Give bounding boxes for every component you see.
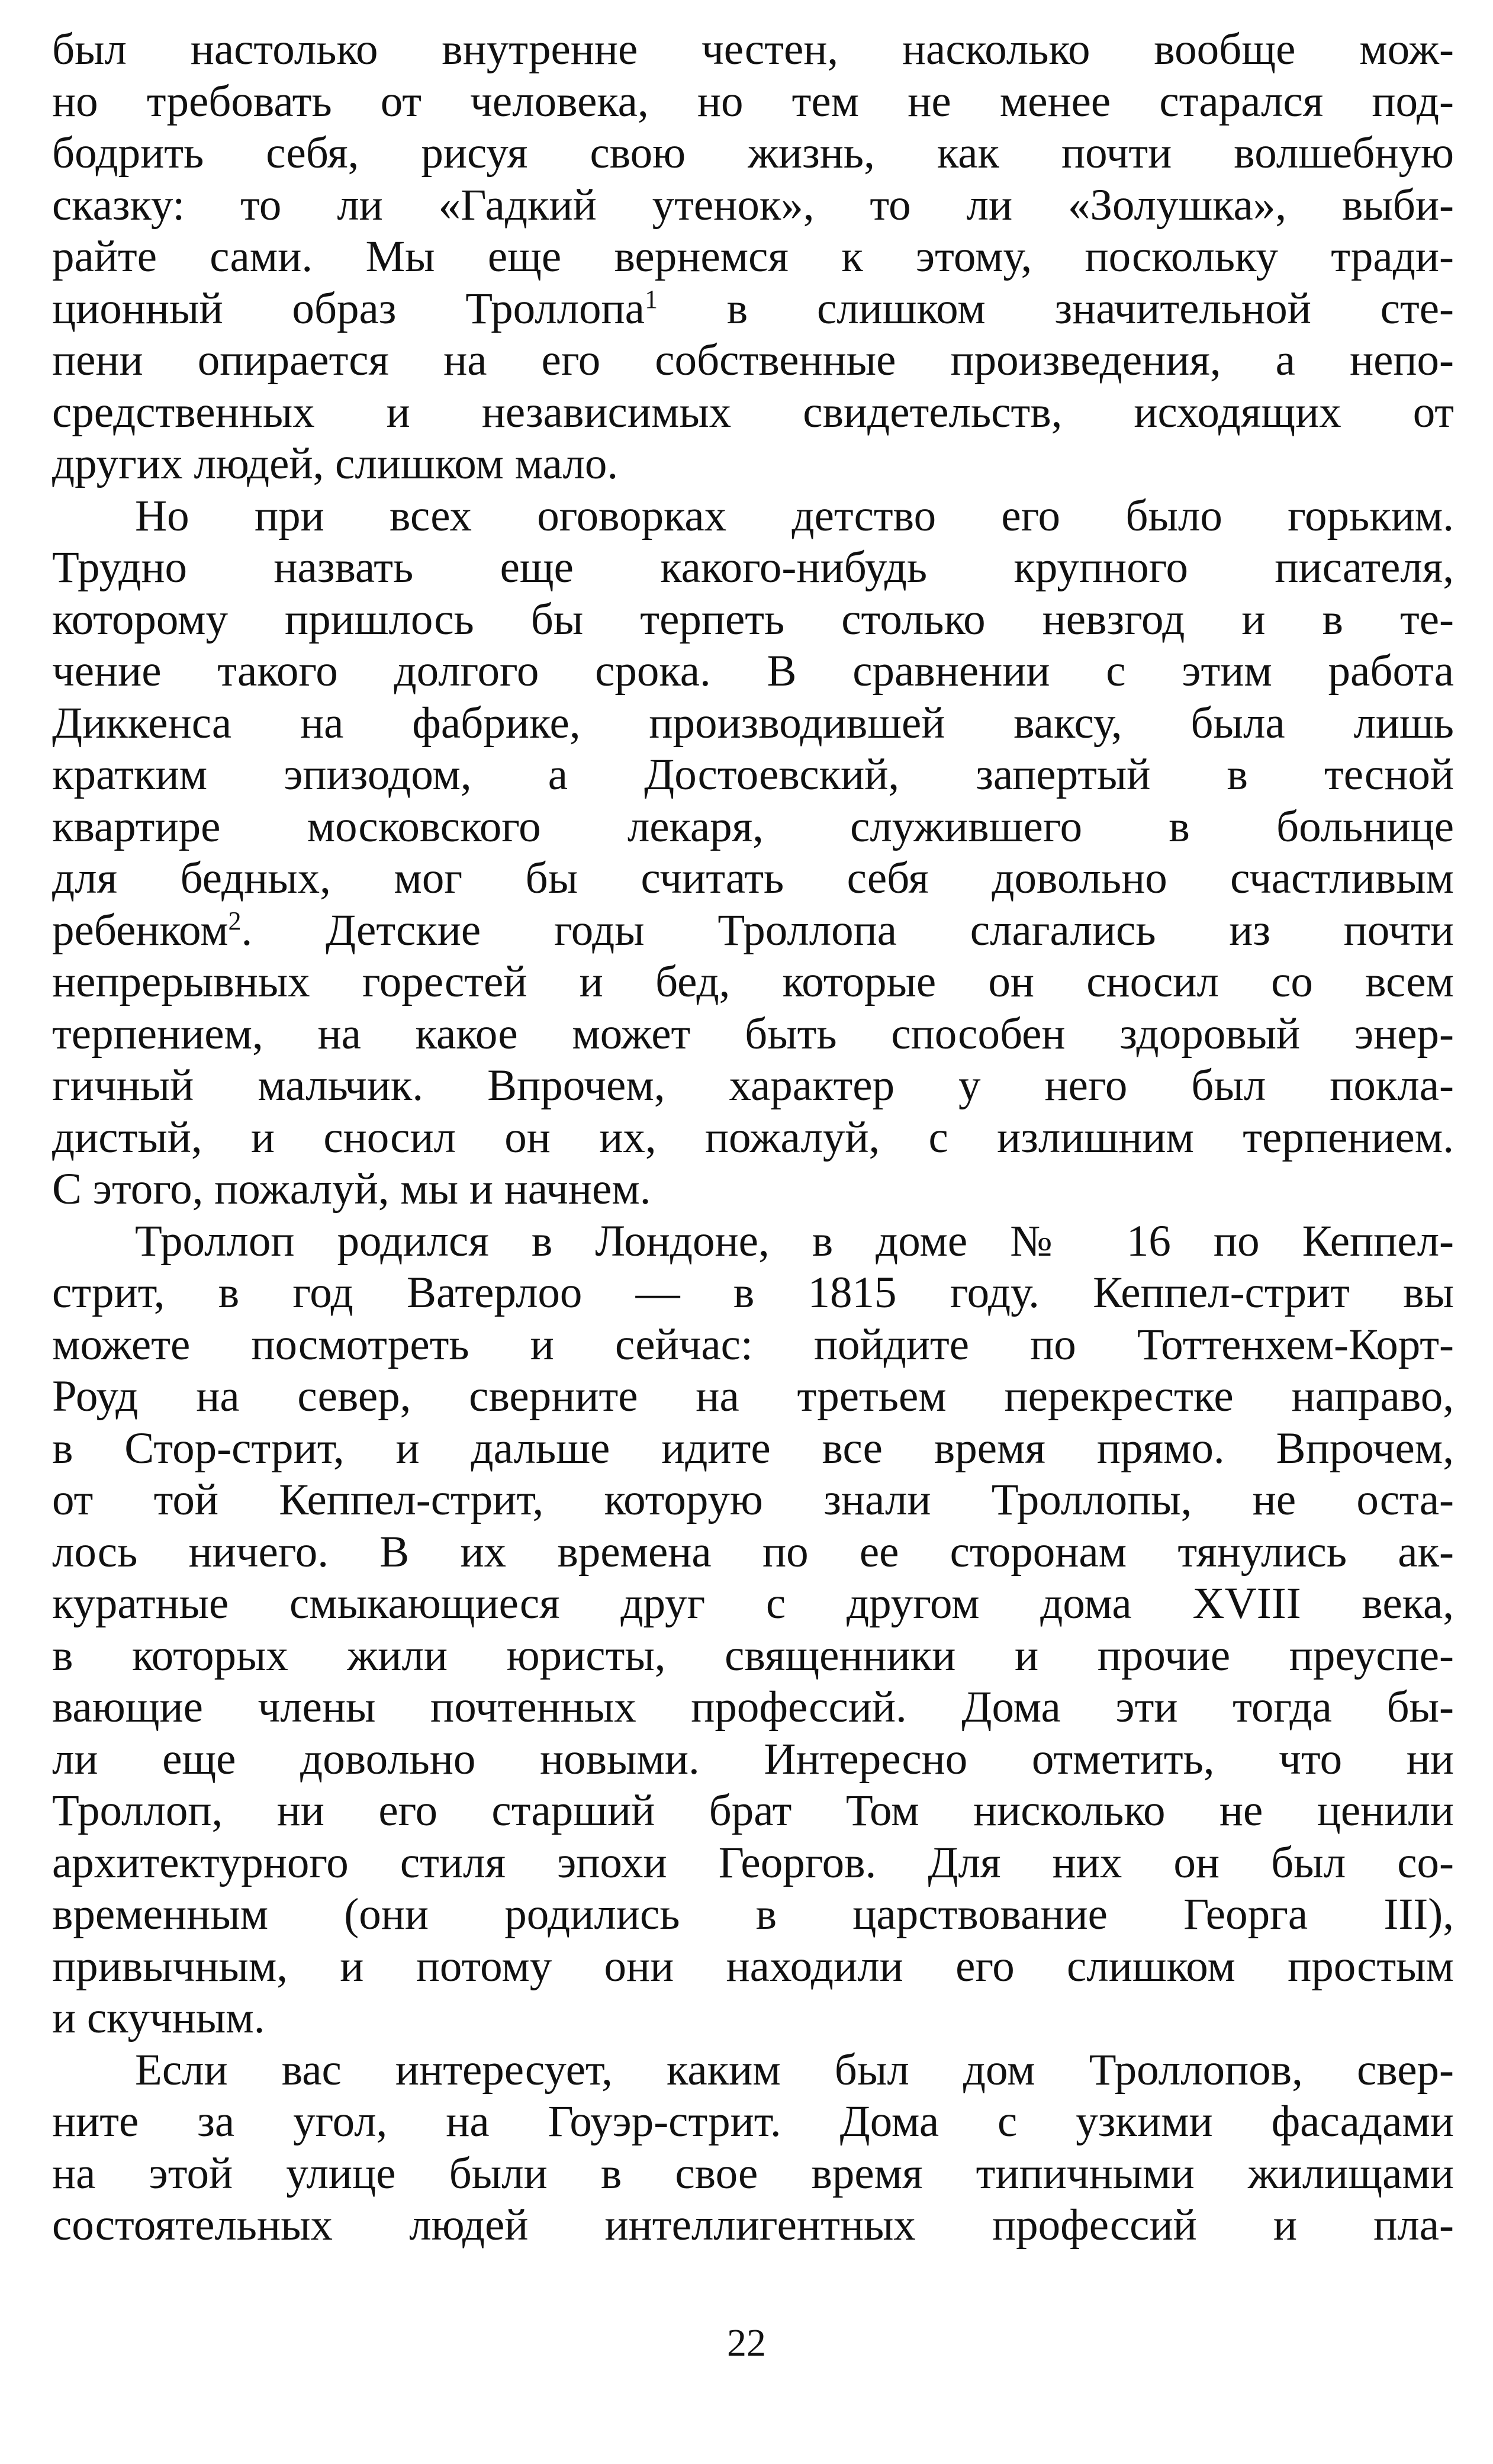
text-line: в которых жили юристы, священники и прочие преуспе- <box>52 1630 1454 1680</box>
text-line: райте сами. Мы еще вернемся к этому, поскольку тради- <box>52 232 1454 281</box>
text-line: был настолько внутренне честен, насколько вообще мож- <box>52 25 1454 74</box>
page-number: 22 <box>727 2321 766 2365</box>
text-line: дистый, и сносил он их, пожалуй, с излишним терпением. <box>52 1112 1454 1162</box>
text-line: бодрить себя, рисуя свою жизнь, как почти волшебную <box>52 128 1454 178</box>
paragraph-4 <box>52 2044 1454 2251</box>
text-line: стрит, в год Ватерлоо — в 1815 году. Кеппел-стрит вы <box>52 1268 1454 1317</box>
text-line: привычным, и потому они находили его слишком простым <box>52 1941 1454 1991</box>
footnote-marker: 2 <box>228 906 242 935</box>
text-line: средственных и независимых свидетельств, исходящих от <box>52 387 1454 437</box>
text-line: непрерывных горестей и бед, которые он сносил со всем <box>52 957 1454 1006</box>
text-line: ционный образ Троллопа$^1$ в слишком значительной сте- <box>52 284 1454 333</box>
text-line: пени опирается на его собственные произведения, а непо- <box>52 336 1454 385</box>
text-line: в Стор-стрит, и дальше идите все время прямо. Впрочем, <box>52 1423 1454 1473</box>
text-line: на этой улице были в свое время типичными жилищами <box>52 2148 1454 2198</box>
text-line: лось ничего. В их времена по ее сторонам тянулись ак- <box>52 1527 1454 1577</box>
text-line: ните за угол, на Гоуэр-стрит. Дома с узкими фасадами <box>52 2097 1454 2146</box>
page-body <box>52 24 1454 2251</box>
text-line: Если вас интересует, каким был дом Троллопов, свер- <box>135 2045 1454 2095</box>
text-line: кратким эпизодом, а Достоевский, запертый в тесной <box>52 750 1454 799</box>
text-line: архитектурного стиля эпохи Георгов. Для них он был со- <box>52 1838 1454 1887</box>
text-line: гичный мальчик. Впрочем, характер у него был покла- <box>52 1061 1454 1110</box>
text-line: Роуд на север, сверните на третьем перекрестке направо, <box>52 1372 1454 1421</box>
text-line: квартире московского лекаря, служившего в больнице <box>52 802 1454 851</box>
text-line: но требовать от человека, но тем не менее старался под- <box>52 76 1454 126</box>
text-line: для бедных, мог бы считать себя довольно счастливым <box>52 854 1454 903</box>
footnote-marker: 1 <box>644 284 658 314</box>
text-line: куратные смыкающиеся друг с другом дома XVIII века, <box>52 1579 1454 1628</box>
text-line: которому пришлось бы терпеть столько невзгод и в те- <box>52 594 1454 644</box>
text-line: ребенком$^2$. Детские годы Троллопа слагались из почти <box>52 905 1454 955</box>
text-line: терпением, на какое может быть способен здоровый энер- <box>52 1009 1454 1059</box>
paragraph-1 <box>52 24 1454 490</box>
paragraph-3 <box>52 1215 1454 2044</box>
text-line: Но при всех оговорках детство его было горьким. <box>135 491 1454 541</box>
text-line: других людей, слишком мало. <box>52 439 619 488</box>
text-line: можете посмотреть и сейчас: пойдите по Тоттенхем-Корт- <box>52 1320 1454 1369</box>
text-line: и скучным. <box>52 1993 265 2042</box>
text-line: чение такого долгого срока. В сравнении с этим работа <box>52 646 1454 696</box>
paragraph-2 <box>52 490 1454 1215</box>
text-line: Троллоп, ни его старший брат Том нисколько не ценили <box>52 1786 1454 1835</box>
text-line: сказку: то ли «Гадкий утенок», то ли «Золушка», выби- <box>52 180 1454 230</box>
text-line: состоятельных людей интеллигентных профессий и пла- <box>52 2201 1454 2250</box>
text-line: Диккенса на фабрике, производившей ваксу, была лишь <box>52 698 1454 748</box>
text-line: временным (они родились в царствование Георга III), <box>52 1890 1454 1939</box>
text-line: Троллоп родился в Лондоне, в доме № 16 по Кеппел- <box>135 1216 1454 1266</box>
text-line: ли еще довольно новыми. Интересно отметить, что ни <box>52 1734 1454 1784</box>
text-line: Трудно назвать еще какого-нибудь крупного писателя, <box>52 543 1454 592</box>
text-line: от той Кеппел-стрит, которую знали Троллопы, не оста- <box>52 1475 1454 1524</box>
text-line: вающие члены почтенных профессий. Дома эти тогда бы- <box>52 1683 1454 1732</box>
text-line: С этого, пожалуй, мы и начнем. <box>52 1165 651 1214</box>
